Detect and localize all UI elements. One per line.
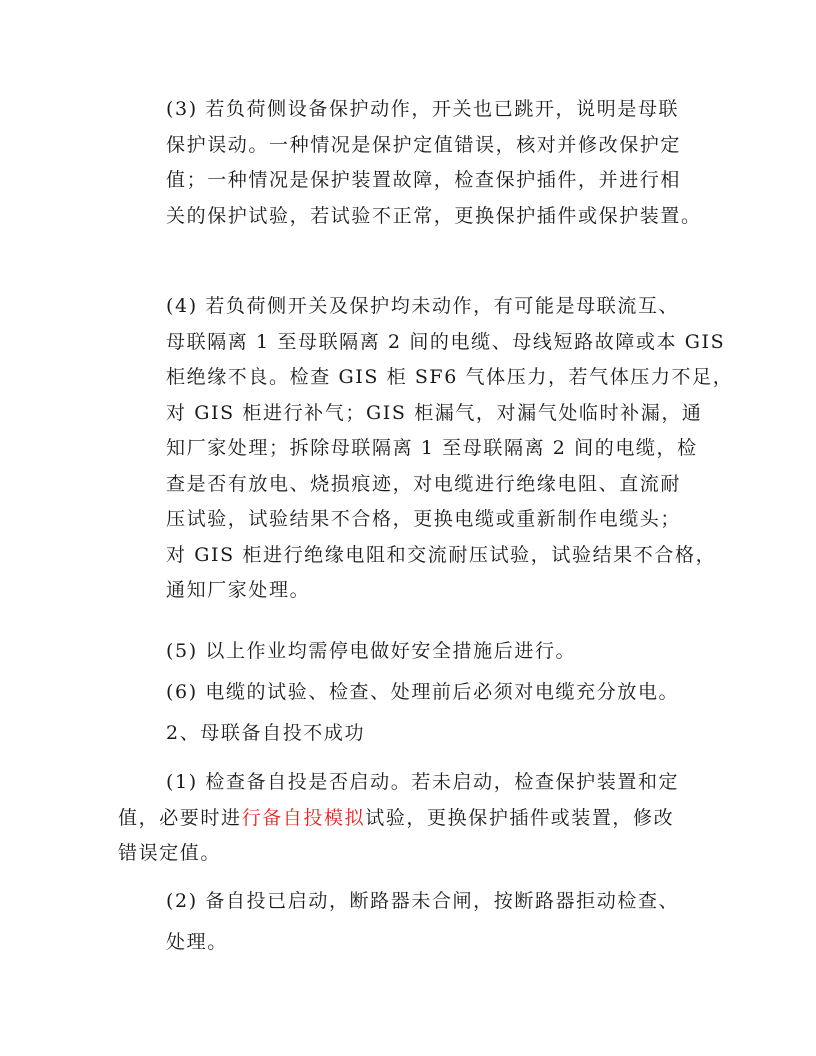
text-line: (2) 备自投已启动，断路器未合闸，按断路器拒动检查、 — [166, 890, 680, 912]
text-line: 关的保护试验，若试验不正常，更换保护插件或保护装置。 — [166, 204, 702, 227]
text-line: (3) 若负荷侧设备保护动作，开关也已跳开，说明是母联 — [166, 98, 680, 120]
text-line: 通知厂家处理。 — [166, 579, 311, 601]
text-line: 母联隔离 1 至母联隔离 2 间的电缆、母线短路故障或本 GIS — [166, 330, 726, 353]
paragraph-3-body — [166, 128, 702, 235]
paragraph-2-1 — [166, 765, 679, 801]
text-line: 知厂家处理；拆除母联隔离 1 至母联隔离 2 间的电缆，检 — [166, 437, 698, 459]
text-line: (5) 以上作业均需停电做好安全措施后进行。 — [166, 640, 577, 662]
paragraph-2-2-body — [166, 925, 228, 961]
text-segment: 试验，更换保护插件或装置，修改 — [365, 806, 675, 829]
text-line: 对 GIS 柜进行绝缘电阻和交流耐压试验，试验结果不合格， — [166, 543, 717, 566]
heading-text: 2、母联备自投不成功 — [166, 722, 366, 744]
text-line: 柜绝缘不良。检查 GIS 柜 SF6 气体压力，若气体压力不足， — [166, 366, 734, 388]
text-line: 错误定值。 — [118, 842, 222, 864]
section-heading — [166, 716, 365, 752]
paragraph-2-2 — [166, 884, 679, 920]
text-segment: 值，必要时进 — [118, 806, 242, 829]
text-line: (6) 电缆的试验、检查、处理前后必须对电缆充分放电。 — [166, 681, 680, 703]
paragraph-4-body — [166, 325, 733, 609]
paragraph-3 — [166, 92, 679, 128]
text-line: (1) 检查备自投是否启动。若未启动，检查保护装置和定 — [166, 771, 680, 793]
text-line: 保护误动。一种情况是保护定值错误，核对并修改保护定 — [166, 133, 682, 156]
paragraph-2-1-body — [118, 801, 674, 872]
text-line: 处理。 — [166, 931, 228, 953]
text-line-with-highlight — [118, 801, 674, 837]
text-line: 压试验，试验结果不合格，更换电缆或重新制作电缆头； — [166, 508, 682, 530]
paragraph-4 — [166, 289, 679, 325]
paragraph-5 — [166, 634, 576, 670]
highlighted-text: 行备自投模拟 — [241, 806, 366, 829]
text-line: 对 GIS 柜进行补气；GIS 柜漏气，对漏气处临时补漏，通 — [166, 401, 703, 424]
text-line: (4) 若负荷侧开关及保护均未动作，有可能是母联流互、 — [166, 295, 680, 317]
text-line: 值；一种情况是保护装置故障，检查保护插件，并进行相 — [166, 169, 682, 191]
text-line: 查是否有放电、烧损痕迹，对电缆进行绝缘电阻、直流耐 — [166, 472, 682, 495]
paragraph-6 — [166, 675, 679, 711]
